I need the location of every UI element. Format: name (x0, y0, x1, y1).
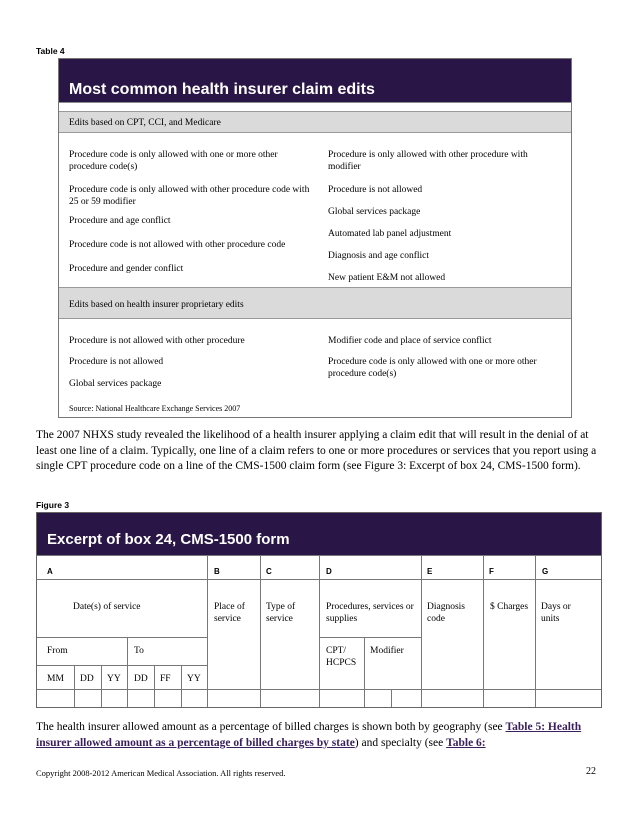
edit-item: Procedure code is not allowed with other procedure code (69, 240, 286, 250)
edit-item: New patient E&M not allowed (328, 273, 446, 283)
date-part: MM (47, 674, 64, 684)
cms1500-box24-figure (36, 512, 602, 708)
figure-title: Excerpt of box 24, CMS-1500 form (47, 531, 290, 548)
procedures-header: Procedures, services or supplies (326, 602, 414, 624)
date-of-service-header: Date(s) of service (73, 602, 141, 612)
edit-item: Procedure code is only allowed with other procedure code with 25 or 59 modifier (69, 185, 310, 207)
edit-item: Global services package (328, 207, 421, 217)
days-or-units-header: Days or units (541, 602, 571, 624)
from-label: From (47, 646, 68, 656)
column-letter: A (47, 567, 53, 576)
edit-item: Procedure is not allowed (328, 185, 423, 195)
section-header-proprietary: Edits based on health insurer proprietary edits (59, 287, 571, 319)
edit-item: Procedure is only allowed with other procedure with modifier (328, 150, 528, 172)
edit-item: Global services package (69, 379, 162, 389)
column-letter: C (266, 567, 272, 576)
type-of-service-header: Type of service (266, 602, 296, 624)
to-label: To (134, 646, 144, 656)
table5-link[interactable]: Table 5: Health insurer allowed amount as a percentage of billed charges by state (36, 721, 582, 749)
edit-item: Procedure and age conflict (69, 216, 171, 226)
edit-item: Procedure and gender conflict (69, 264, 184, 274)
column-letter: F (489, 567, 494, 576)
edit-item: Procedure code is only allowed with one or more other procedure code(s) (328, 357, 537, 379)
date-part: DD (134, 674, 148, 684)
figure-label: Figure 3 (36, 500, 70, 510)
figure-header (37, 513, 601, 555)
body-paragraph-2: The health insurer allowed amount as a percentage of billed charges is shown both by geography (see Table 5: Health insurer allowed amount as a percentage of billed charges by state) and specialty (see Table 6: (36, 721, 582, 749)
date-part: YY (107, 674, 121, 684)
date-part: FF (160, 674, 171, 684)
table-header (59, 59, 571, 103)
diagnosis-code-header: Diagnosis code (427, 602, 465, 624)
date-part: YY (187, 674, 201, 684)
edit-item: Modifier code and place of service conflict (328, 336, 492, 346)
section-header-cpt: Edits based on CPT, CCI, and Medicare (59, 111, 571, 133)
column-letter: G (542, 567, 549, 576)
edit-item: Automated lab panel adjustment (328, 229, 452, 239)
page-number: 22 (586, 766, 596, 777)
edit-item: Diagnosis and age conflict (328, 251, 430, 261)
copyright-footer: Copyright 2008-2012 American Medical Association. All rights reserved. (36, 768, 286, 778)
table-label: Table 4 (36, 46, 65, 56)
edit-item: Procedure is not allowed with other procedure (69, 336, 245, 346)
cpt-hcpcs-label: CPT/ HCPCS (326, 646, 357, 668)
date-part: DD (80, 674, 94, 684)
edit-item: Procedure is not allowed (69, 357, 164, 367)
column-letter: D (326, 567, 332, 576)
table-title: Most common health insurer claim edits (69, 81, 375, 98)
body-paragraph: The 2007 NHXS study revealed the likelihood of a health insurer applying a claim edit that will result in the denial of at least one line of a claim. Typically, one line of a claim refers to one or more procedures or services that you report using a single CPT procedure code on a line of the CMS-1500 claim form (see Figure 3: Excerpt of box 24, CMS-1500 form). (36, 429, 597, 472)
claim-edits-table (58, 58, 572, 418)
modifier-label: Modifier (370, 646, 404, 656)
table6-link[interactable]: Table 6: (446, 736, 486, 749)
place-of-service-header: Place of service (214, 602, 245, 624)
charges-header: $ Charges (490, 602, 529, 612)
column-letter: E (427, 567, 433, 576)
column-letter: B (214, 567, 220, 576)
table-source: Source: National Healthcare Exchange Services 2007 (69, 404, 241, 413)
edit-item: Procedure code is only allowed with one or more other procedure code(s) (69, 150, 278, 172)
